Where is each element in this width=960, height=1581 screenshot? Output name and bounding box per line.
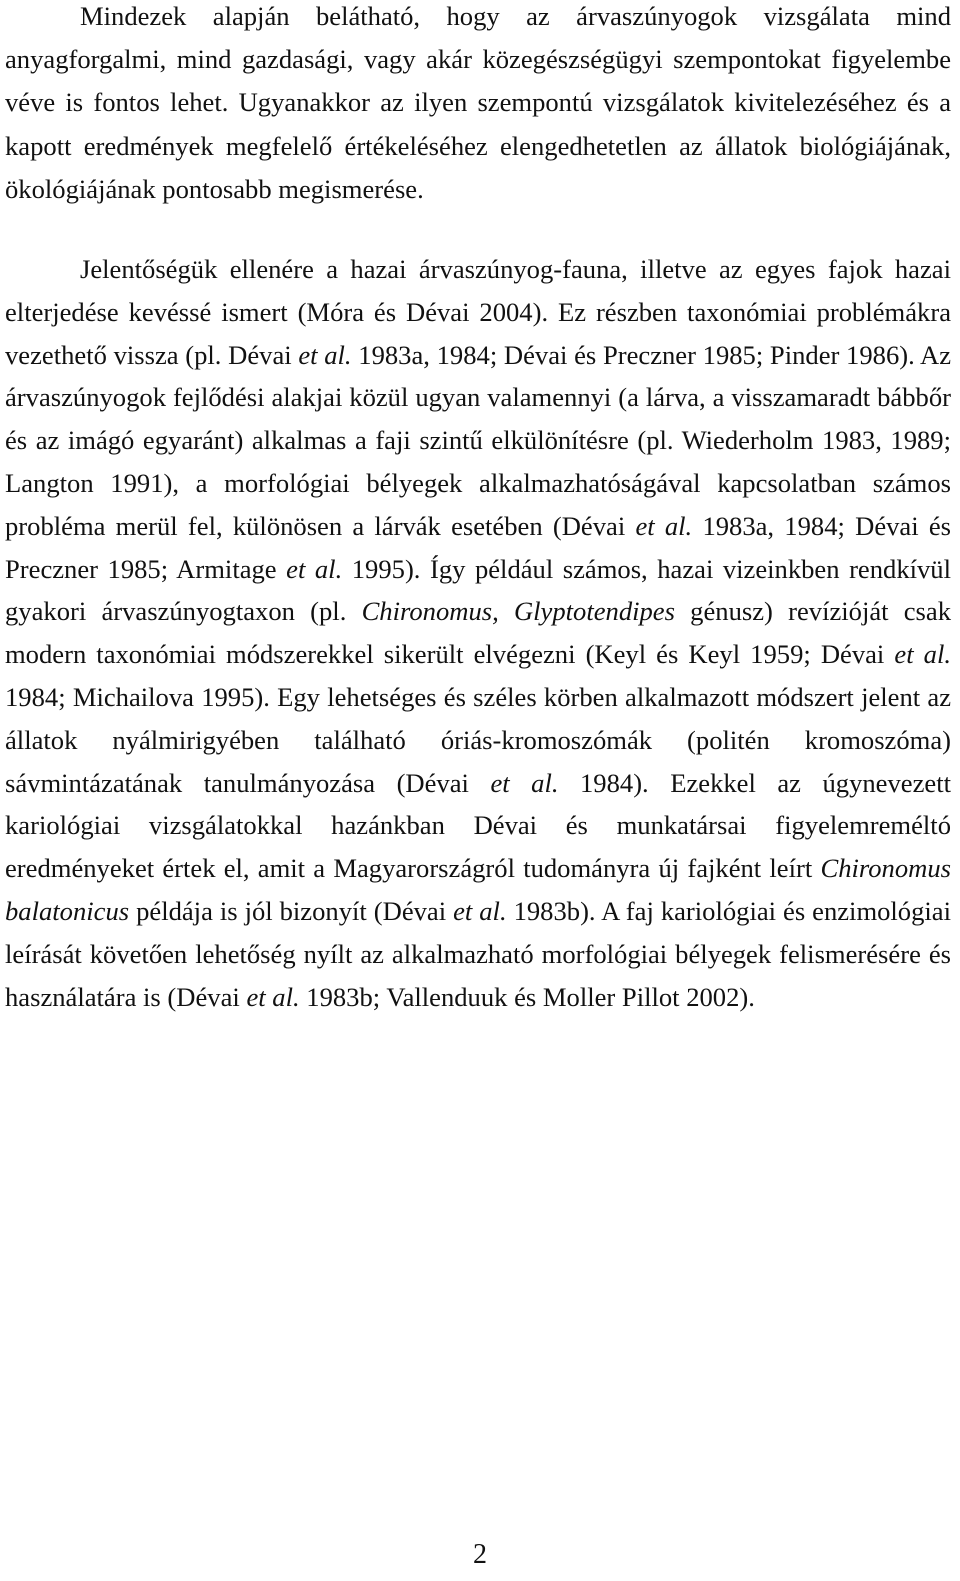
text-segment: 1984). Ezekkel az úgynevezett kariológiai vizsgálatokkal hazánkban Dévai és munkatársai figyelemreméltó eredményeket értek el, amit a Magyarországról tudományra új fajként leírt <box>5 767 951 884</box>
italic-text-segment: et al. <box>246 981 300 1012</box>
italic-text-segment: et al. <box>894 639 951 670</box>
paragraph-2 <box>5 248 951 1018</box>
italic-text-segment: et al. <box>635 510 693 541</box>
text-segment: 1983a, 1984; Dévai és Preczner 1985; Pinder 1986). Az árvaszúnyogok fejlődési alakjai közül ugyan valamennyi (a lárva, a visszamaradt bábbőr és az imágó egyaránt) alkalmas a faji szintű elkülönítésre (pl. Wiederholm 1983, 1989; Langton 1991), a morfológiai bélyegek alkalmazhatóságával kapcsolatban számos probléma merül fel, különösen a lárvák esetében (Dévai <box>5 339 951 541</box>
text-segment: 1984; Michailova 1995). Egy lehetséges és széles körben alkalmazott módszert jelent az állatok nyálmirigyében található óriás-kromoszómák (politén kromoszóma) sávmintázatának tanulmányozása (Dévai <box>5 681 951 798</box>
paragraph-1 <box>5 0 951 211</box>
text-segment: Mindezek alapján belátható, hogy az árvaszúnyogok vizsgálata mind anyagforgalmi, mind gazdasági, vagy akár közegészségügyi szempontokat figyelembe véve is fontos lehet. Ugyanakkor az ilyen szempontú vizsgálatok kivitelezéséhez és a kapott eredmények megfelelő értékeléséhez elengedhetetlen az állatok biológiájának, ökológiájának pontosabb megismerése. <box>5 1 951 204</box>
text-segment: példája is jól bizonyít (Dévai <box>129 895 454 926</box>
page-number: 2 <box>473 1539 487 1570</box>
text-segment: génusz) revízióját csak modern taxonómiai módszerekkel sikerült elvégezni (Keyl és Keyl 1959; Dévai <box>5 596 951 670</box>
text-segment: 1983b; Vallenduuk és Moller Pillot 2002). <box>299 981 755 1012</box>
text-segment: Jelentőségük ellenére a hazai árvaszúnyog-fauna, illetve az egyes fajok hazai elterjedése kevéssé ismert (Móra és Dévai 2004). Ez részben taxonómiai problémákra vezethető vissza (pl. Dévai <box>5 254 951 370</box>
text-segment: 1983a, 1984; Dévai és Preczner 1985; Armitage <box>5 510 951 584</box>
text-segment: 1995). Így például számos, hazai vizeinkben rendkívül gyakori árvaszúnyogtaxon (pl. <box>5 553 951 627</box>
text-segment: 1983b). A faj kariológiai és enzimológiai leírását követően lehetőség nyílt az alkalmazható morfológiai bélyegek felismerésére és használatára is (Dévai <box>5 895 951 1012</box>
italic-text-segment: Chironomus, Glyptotendipes <box>361 596 675 627</box>
italic-text-segment: et al. <box>453 895 507 926</box>
italic-text-segment: et al. <box>298 339 352 370</box>
italic-text-segment: et al. <box>490 767 559 798</box>
italic-text-segment: et al. <box>286 553 343 584</box>
italic-text-segment: Chironomus balatonicus <box>5 853 951 926</box>
